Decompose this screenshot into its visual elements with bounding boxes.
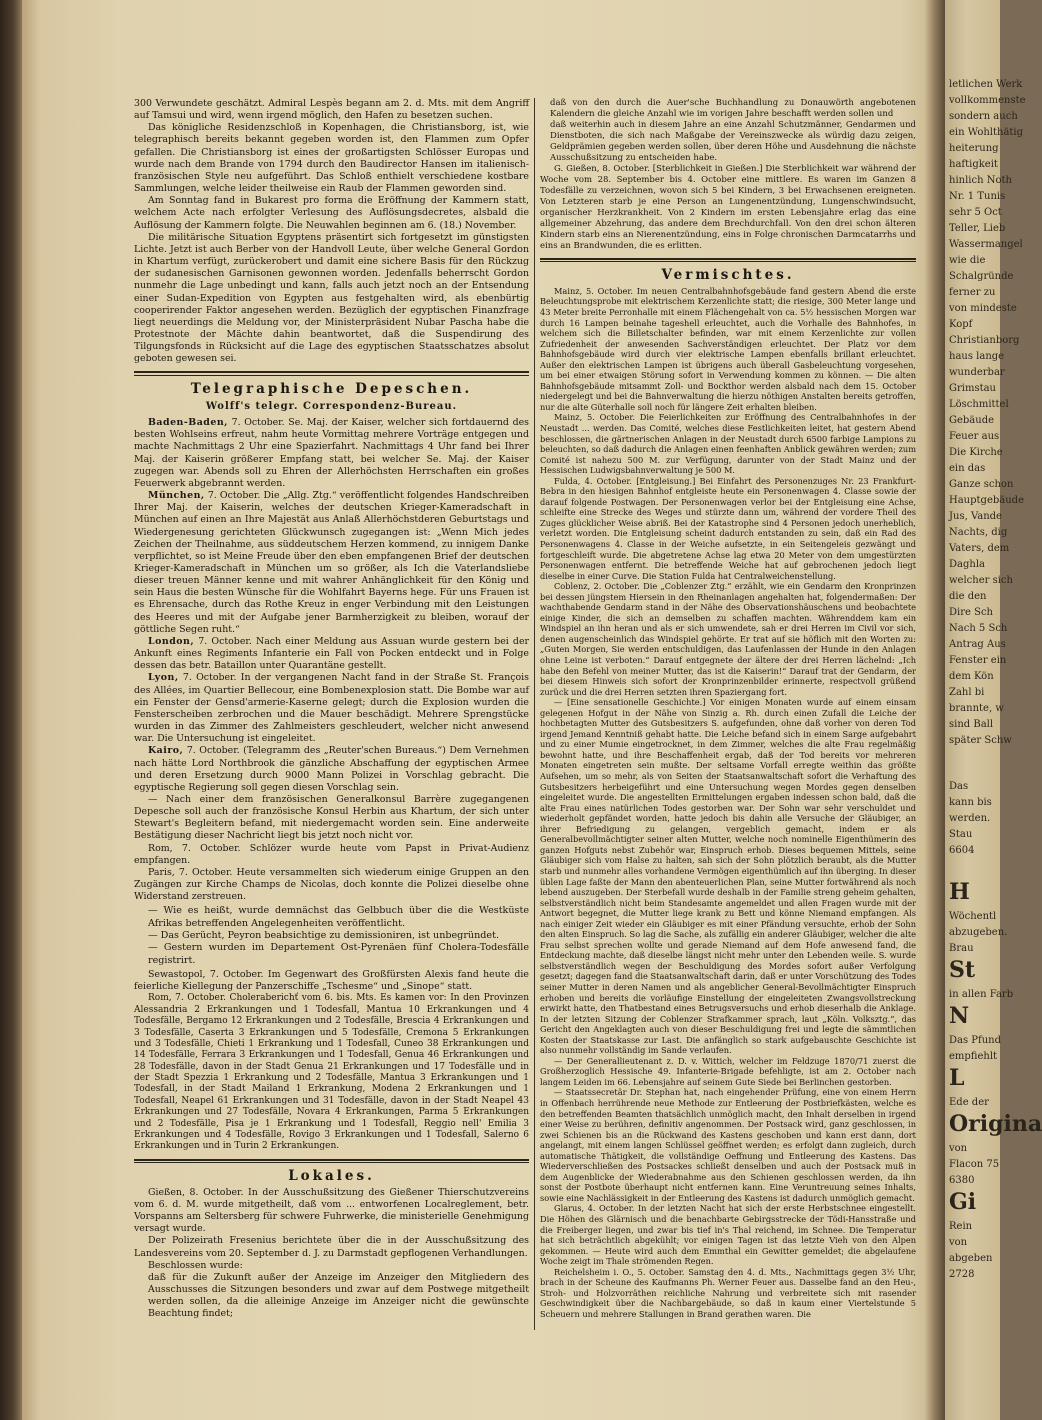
neighbor-page-fragment: Flacon 75 bbox=[949, 1159, 1000, 1170]
neighbor-page-fragment: sehr 5 Oct bbox=[949, 207, 1002, 218]
london-text: 7. October. Nach einer Meldung aus Assuan wurde gestern bei der Ankunft eines Regiments Infanterie ein Fall von Pocken entdeckt und in Folge dessen das betr. Bataillon unter Quarantäne gestellt. bbox=[134, 635, 529, 672]
neighbor-page-fragment: heiterung bbox=[949, 143, 999, 154]
neighbor-page-fragment: ferner zu bbox=[949, 287, 996, 298]
neighbor-page-fragment: Nachts, dig bbox=[949, 527, 1008, 538]
rom-audienz: Rom, 7. October. Schlözer wurde heute vom Papst in Privat-Audienz empfangen. bbox=[134, 842, 529, 866]
neighbor-page-fragment: Dire Sch bbox=[949, 607, 993, 618]
neighbor-page-fragment: Ede der bbox=[949, 1097, 989, 1108]
sewastopol-article: Sewastopol, 7. October. Im Gegenwart des Großfürsten Alexis fand heute die feierliche Kiellegung der Panzerschiffe „Tschesme“ und „Sinope“ statt. bbox=[134, 969, 529, 993]
giessen-sterblichkeit: G. Gießen, 8. October. [Sterblichkeit in Gießen.] Die Sterblichkeit war während der Woche vom 28. September bis 4. October eine mittlere. Es waren im Ganzen 8 Todesfälle zu verzeichnen, wovon sich 5 bei Kindern, 3 bei Erwachsenen ereigneten. Von Letzteren starb je eine Person an Lungenentzündung, Lungenschwindsucht, organischer Herzkrankheit. Von 2 Kindern im ersten Lebensjahre erlag das eine allgemeiner Abzehrung, das andere dem Brechdurchfall. Von den drei schon älteren Kindern starb eins an Nierenentzündung, eins in Folge chronischen Darmcatarrhs und eins an Brandwunden, die es erlitten. bbox=[540, 163, 916, 251]
kairo-text: 7. October. (Telegramm des „Reuter'schen Bureaus.“) Dem Vernehmen nach hätte Lord Northbrook die gänzliche Abschaffung der egyptischen Armee und deren Ersetzung durch 9000 Mann Polizei in Vorschlag gebracht. Die egyptische Regierung soll gegen diesen Vorschlag sein. bbox=[134, 745, 529, 793]
beschlossen-label: Beschlossen wurde: bbox=[148, 1259, 243, 1271]
neighbor-page-fragment: St bbox=[949, 957, 976, 983]
neighbor-page-fragment: dem Kön bbox=[949, 671, 994, 682]
neighbor-page-fragment: Nach 5 Sch bbox=[949, 623, 1008, 634]
neighbor-page-fragment: ein Wohlthätig bbox=[949, 127, 1024, 138]
neighbor-page-fragment: Das Pfund bbox=[949, 1035, 1002, 1046]
neighbor-page-fragment: vollkommenste bbox=[949, 95, 1026, 106]
neighbor-page-fragment: Nr. 1 Tunis bbox=[949, 191, 1006, 202]
neighbor-page-fragment: N bbox=[949, 1003, 970, 1029]
neighbor-page-fragment: Teller, Lieb bbox=[949, 223, 1006, 234]
baden-article bbox=[134, 417, 529, 490]
neighbor-page-fragment: von bbox=[949, 1237, 968, 1248]
neighbor-page-fragment: Fenster ein bbox=[949, 655, 1007, 666]
telegraph-subheading: Wolff's telegr. Correspondenz-Bureau. bbox=[205, 400, 458, 412]
neighbor-page-fragment: Gebäude bbox=[949, 415, 995, 426]
neighbor-page-fragment: Jus, Vande bbox=[949, 511, 1002, 522]
neighbor-page-fragment: Wassermangel bbox=[949, 239, 1023, 250]
neighbor-page-fragment: abgeben bbox=[949, 1253, 993, 1264]
neighbor-page-fragment: empfiehlt bbox=[949, 1051, 998, 1062]
neighbor-page-fragment: in allen Farb bbox=[949, 989, 1014, 1000]
neighbor-page-fragment: Kopf bbox=[949, 319, 973, 330]
neighbor-page-fragment: 2728 bbox=[949, 1269, 975, 1280]
neighbor-page-fragment: Feuer aus bbox=[949, 431, 1000, 442]
section-rule bbox=[134, 371, 529, 376]
rom-cholera-article: Rom, 7. October. Choleraberichť vom 6. bis. Mts. Es kamen vor: In den Provinzen Alessandria 2 Erkrankungen und 1 Todesfall, Mantua 10 Erkrankungen und 4 Todesfälle, Bergamo 12 Erkrankungen und 2 Todesfälle, Brescia 4 Erkrankungen und 3 Todesfälle, Caserta 3 Erkrankungen und 5 Todesfälle, Cremona 5 Erkrankungen und 3 Todesfälle, Chieti 1 Erkrankung und 1 Todesfall, Cuneo 38 Erkrankungen und 14 Todesfälle, Ferrara 3 Erkrankungen und 1 Todesfall, Genua 46 Erkrankungen und 28 Todesfälle, davon in der Stadt Genua 21 Erkrankungen und 17 Todesfälle und in der Stadt Spezzia 1 Erkrankung und 2 Todesfälle, Mantua 3 Erkrankungen und 1 Todesfall, in der Stadt Mailand 1 Erkrankung, Modena 2 Erkrankungen und 1 Todesfall, Neapel 61 Erkrankungen und 31 Todesfälle, davon in der Stadt Neapel 43 Erkrankungen und 27 Todesfälle, Novara 4 Erkrankungen, Parma 5 Erkrankungen und 2 Todesfälle, Pisa je 1 Erkrankung und 1 Todesfall, Reggio nell' Emilia 3 Erkrankungen und 4 Todesfälle, Rovigo 3 Erkrankungen und 1 Todesfall, Salerno 6 Erkrankungen und in Turin 2 Erkrankungen. bbox=[134, 993, 529, 1152]
neighbor-page-fragment: Antrag Aus bbox=[949, 639, 1006, 650]
sensation-article: — [Eine sensationelle Geschichte.] Vor einigen Monaten wurde auf einem einsam gelegenen Hofgut in der Nähe von Sinzig a. Rh. durch einen Zufall die Leiche der hochbetagten Mutter des Gutsbesitzers S. aufgefunden, ohne daß vorher von deren Tod irgend Jemand Kenntniß gehabt hatte. Die Leiche befand sich in einem Sarge aufgebahrt und zu einer Mumie eingetrocknet, in dem Zimmer, welches die alte Frau regelmäßig bewohnt hatte, und ihre Beschaffenheit ergab, daß der Tod bereits vor mehreren Monaten eingetreten sein mußte. Der seltsame Vorfall erregte weithin das größte Aufsehen, um so mehr, als von Seiten der Staatsanwaltschaft sofort die Verhaftung des Gutsbesitzers herbeigeführt und eine Untersuchung wegen Mordes gegen denselben eingeleitet wurde. Die angestellten Ermittelungen ergaben indessen schon bald, daß die alte Frau eines natürlichen Todes gestorben war. Der Sohn war sehr verschuldet und wiederholt gepfändet worden, hatte jedoch bis dahin alle Versuche der Gläubiger, an ihrer Befriedigung zu gelangen, vergeblich gemacht, indem er als Generalbevollmächtigter seiner alten Mutter, welche noch nominelle Eigenthümerin des ganzen Hofguts nebst Zubehör war, Einspruch erhob. Dieses bequemen Mittels, seine Gläubiger sich vom Halse zu halten, sah sich der Sohn plötzlich beraubt, als die Mutter starb und nunmehr alles vorhandene Vermögen eigenthümlich auf ihn überging. In dieser üblen Lage faßte der Mann den abenteuerlichen Plan, seine Mutter fortwährend als noch lebend auszugeben. Der Sterbefall wurde deshalb in der Familie streng geheim gehalten, selbstverständlich nicht beim Standesamte angemeldet und allen Fragen wurde mit der Antwort begegnet, die Mutter liege krank zu Bett und könne Niemand empfangen. Als nach einiger Zeit wieder ein Gläubiger es mit einer Pfändung versuchte, erhob der Sohn den alten Einspruch. So lag die Sache, als zufällig ein anderer Gläubiger, welcher die alte Frau selbst sprechen wollte und gerade Niemand auf dem Hofe anwesend fand, die Entdeckung machte, daß dieselbe längst nicht mehr unter den Lebenden weile. S. wurde selbstverständlich wegen der Beschuldigung des Mordes sofort außer Verfolgung gesetzt; dagegen fand die Staatsanwaltschaft darin, daß er unter Vorschützung des Todes seiner Mutter in deren Namen und als angeblicher General-Bevollmächtigter Einspruch erhoben und bereits die vorläufige Einstellung der eingeleiteten Zwangsvollstreckung erwirkt hatte, den Thatbestand eines Betrugsversuchs und erhob dieserhalb die Anklage. In der letzten Sitzung der Coblenzer Strafkammer sprach, laut „Köln. Volksztg.“, das Gericht den Angeklagten auch von dieser Beschuldigung frei und legte die sämmtlichen Kosten der Staatskasse zur Last. Die anfänglich so stark aufgebauschte Geschichte ist also nunmehr vollständig im Sande verlaufen. bbox=[540, 697, 916, 1056]
neighbor-page-fragment: Gi bbox=[949, 1189, 977, 1215]
neighbor-page-fragment: die den bbox=[949, 591, 987, 602]
lyon-dateline: Lyon, bbox=[148, 672, 179, 684]
neighbor-page-fragment: Brau bbox=[949, 943, 974, 954]
reichelsheim-article: Reichelsheim i. O., 5. October. Samstag den 4. d. Mts., Nachmittags gegen 3½ Uhr, brach in der Scheune des Kaufmanns Ph. Werner Feuer aus. Dasselbe fand an den Heu-, Stroh- und Holzvorräthen reichliche Nahrung und verbreitete sich mit rasender Geschwindigkeit über die Nachbargebäude, so daß in kaum einer Viertelstunde 5 Scheuern und mehrere Stallungen in Brand gerathen waren. Die bbox=[540, 1266, 916, 1319]
neighbor-page-fragment: Löschmittel bbox=[949, 399, 1009, 410]
lokales-article: Gießen, 8. October. In der Ausschußsitzung des Gießener Thierschutzvereins vom 6. d. M. wurde mitgetheilt, daß vom ... entworfenen Localreglement, betr. Vorspanns am Seltersberg für schwere Fuhrwerke, die ministerielle Genehmigung versagt wurde. bbox=[134, 1186, 529, 1235]
neighbor-page-fragment: 6604 bbox=[949, 845, 975, 856]
neighbor-page-fragment: H bbox=[949, 879, 970, 905]
neighbor-page-fragment: L bbox=[949, 1065, 965, 1091]
neighbor-page-fragment: Daghla bbox=[949, 559, 985, 570]
neighbor-page-fragment: Schalgründe bbox=[949, 271, 1014, 282]
muenchen-text: 7. October. Die „Allg. Ztg.“ veröffentlicht folgendes Handschreiben Ihrer Maj. der Kaiserin, welches der deutschen Krieger-Kameradschaft in München auf einen an Ihre Majestät aus Anlaß Allerhöchstderen Geburtstags und Wiedergenesung gerichteten Glückwunsch zugegangen ist: „Wenn Mich jedes Zeichen der Theilnahme, aus süddeutschem Herzen kommend, zu innigem Danke verpflichtet, so ist Meine Freude über den eben empfangenen Brief der deutschen Krieger-Kameradschaft in München um so größer, als Ich die Vaterlandsliebe dieser treuen Männer kenne und mit wahrer Anhänglichkeit für den König und sein Haus die besten Wünsche für die Wohlfahrt Bayerns hege. Für uns Frauen ist es Ehrensache, durch das Rothe Kreuz in enger Verbindung mit den Leistungen des Heeres und mit der Aufgabe jener Barmherzigkeit zu bleiben, worauf der göttliche Segen ruht.“ bbox=[134, 490, 529, 635]
neighbor-page-fragment: Christianborg bbox=[949, 335, 1020, 346]
left-column bbox=[134, 98, 529, 1320]
neighbor-page-fragment: sind Ball bbox=[949, 719, 994, 730]
wittich-article: — Der Generallieutenant z. D. v. Wittich, welcher im Feldzuge 1870/71 zuerst die Großherzoglich Hessische 49. Infanterie-Brigade befehligte, ist am 2. October nach langem Leiden im 66. Lebensjahre auf seinem Gute Siede bei Berlinchen gestorben. bbox=[540, 1055, 916, 1087]
page-gutter bbox=[925, 0, 945, 1420]
right-column bbox=[540, 98, 916, 1319]
neighbor-page-fragment: werden. bbox=[949, 813, 991, 824]
neighbor-page-fragment: ein das bbox=[949, 463, 986, 474]
neighbor-page-fragment: Ganze schon bbox=[949, 479, 1014, 490]
lokales-heading: Lokales. bbox=[288, 1168, 375, 1185]
paris-bullets bbox=[134, 905, 529, 967]
lyon-article bbox=[134, 672, 529, 745]
kairo-dateline: Kairo, bbox=[148, 745, 184, 757]
section-rule bbox=[134, 1159, 529, 1164]
kairo-article bbox=[134, 745, 529, 794]
glarus-article: Glarus, 4. October. In der letzten Nacht hat sich der erste Herbstschnee eingestellt. Die Höhen des Glärnisch und die benachbarte Gebirgsstrecke der Tödi-Hansstraße und die Freiberger liegen, und zwar bis tief in's Thal reichend, im Schnee. Die Temperatur hat sich beträchtlich abgekühlt; vor einigen Tagen ist das letzte Vieh von den Alpen gekommen. — Heute wird auch dem Emmthal ein Gewitter gemeldet; die abgelaufene Woche zeigt im Thale strömenden Regen. bbox=[540, 1203, 916, 1267]
neighbor-page-fragment: letlichen Werk bbox=[949, 79, 1023, 90]
neighbor-page-fragment: Origina bbox=[949, 1111, 1042, 1137]
neighbor-page-edge bbox=[945, 0, 1042, 1420]
column-divider bbox=[534, 98, 535, 1330]
neighbor-page-fragment: hinlich Noth bbox=[949, 175, 1012, 186]
kalender-item: daß von den durch die Auer'sche Buchhandlung zu Donauwörth angebotenen Kalendern die gleiche Anzahl wie im vorigen Jahre beschafft werden sollen und bbox=[550, 98, 916, 119]
book-binding bbox=[0, 0, 22, 1420]
neighbor-page-fragment: abzugeben. bbox=[949, 927, 1008, 938]
london-article bbox=[134, 636, 529, 672]
intro-paragraph: 300 Verwundete geschätzt. Admiral Lespès begann am 2. d. Mts. mit dem Angriff auf Tamsui und wird, wenn irgend möglich, den Hafen zu besetzen suchen. bbox=[134, 98, 529, 122]
vermischtes-heading: Vermischtes. bbox=[661, 267, 795, 284]
praemien-item: daß weiterhin auch in diesem Jahre an eine Anzahl Schutzmänner, Gendarmen und Dienstboten, die sich nach Maßgabe der Vereinszwecke als würdig dazu zeigen, Geldprämien gegeben werden sollen, über deren Höhe und Ausdehnung die nächste Ausschußsitzung zu entscheiden habe. bbox=[550, 119, 916, 163]
baden-dateline: Baden-Baden, bbox=[148, 417, 228, 429]
section-rule bbox=[540, 258, 916, 263]
neighbor-page-fragment: wie die bbox=[949, 255, 986, 266]
neighbor-page-fragment: Zahl bi bbox=[949, 687, 985, 698]
mainz-bahnhof-article: Mainz, 5. October. Im neuen Centralbahnhofsgebäude fand gestern Abend die erste Beleuchtungsprobe mit elektrischem Kerzenlichte statt; die riesige, 300 Meter lange und 43 Meter breite Perronhalle mit einem Flächengehalt von ca. 5½ hessischen Morgen war durch 16 Lampen beinahe tageshell erleuchtet, auch die Vorhalle des Bahnhofes, in welchem sich die Billetschalter befinden, war mit einem Kerzenlichte zur vollen Zufriedenheit der anwesenden Sachverständigen erleuchtet. Der Platz vor dem Bahnhofsgebäude wird durch vier elektrische Lampen ebenfalls brillant erleuchtet. Außer den elektrischen Lampen ist übrigens auch überall Gasbeleuchtung vorgesehen, um bei einer etwaigen Störung sofort in Verwendung kommen zu können. — Die alten Bahnhofsgebäude mitsammt Zoll- und Bockthor werden alsbald nach dem 15. October niedergelegt und bei die Bahnverwaltung die hierzu nöthigen Anstalten bereits getroffen, nur die alte Güterhalle soll noch für längere Zeit erhalten bleiben. bbox=[540, 285, 916, 412]
neighbor-page-fragment: Die Kirche bbox=[949, 447, 1003, 458]
mainz-feier-article: Mainz, 5. October. Die Feierlichkeiten zur Eröffnung des Centralbahnhofes in der Neustadt ... werden. Das Comité, welches diese Festlichkeiten leitet, hat gestern Abend beschlossen, die gärtnerischen Anlagen in der Neustadt durch 6500 farbige Lampions zu beleuchten, so daß dadurch die Anlagen einen feenhaften Anblick gewähren werden; zum Comité ist nahezu 500 M. zur Verfügung, darunter von der Stadt Mainz und der Hessischen Ludwigsbahnverwaltung je 500 M. bbox=[540, 412, 916, 476]
briefkasten-article: — Staatssecretär Dr. Stephan hat, nach eingehender Prüfung, eine von einem Herrn in Offenbach herrührende neue Methode zur Entleerung der Postbriefkästen, welche es den betreffenden Beamten thatsächlich unmöglich macht, den Inhalt derselben in irgend einer Weise zu berühren, definitiv angenommen. Der Postsack wird, ganz geschlossen, in zwei Schienen bis an die Rückwand des Kastens geschoben und kann erst dann, dort angelangt, mit einem langen Schlüssel geöffnet werden; es erfolgt dann zugleich, durch automatische Thätigkeit, die vollständige Oeffnung und Entleerung des Kastens. Das Wiederverschließen des Postsackes schließt denselben und auch der Postsack muß in dem Augenblicke der Wiederabnahme aus den Schienen geschlossen werden, da ihn sonst der Postbote überhaupt nicht entfernen kann. Eine Veruntreuung seines Inhalts, sowie eine Nachlässigkeit in der Entleerung des Kastens ist dadurch unmöglich gemacht. bbox=[540, 1087, 916, 1203]
neighbor-page-fragment: sondern auch bbox=[949, 111, 1018, 122]
neighbor-page-fragment: Hauptgebäude bbox=[949, 495, 1024, 506]
bukarest-paragraph: Am Sonntag fand in Bukarest pro forma die Eröffnung der Kammern statt, welchem Acte nach erfolgter Verlesung des Auflösungsdecretes, alsbald die Auflösung der Kammern folgte. Die Neuwahlen beginnen am 6. (18.) November. bbox=[134, 195, 529, 231]
neighbor-page-fragment: Stau bbox=[949, 829, 973, 840]
neighbor-page-fragment: Grimstau bbox=[949, 383, 997, 394]
neighbor-page-fragment: wunderbar bbox=[949, 367, 1005, 378]
bullet-item: — Gestern wurden im Departement Ost-Pyrenäen fünf Cholera-Todesfälle registrirt. bbox=[148, 942, 529, 966]
london-dateline: London, bbox=[148, 635, 195, 647]
muenchen-dateline: München, bbox=[148, 490, 205, 502]
neighbor-page-fragment: haus lange bbox=[949, 351, 1005, 362]
neighbor-page-fragment: haftigkeit bbox=[949, 159, 998, 170]
neighbor-page-fragment: 6380 bbox=[949, 1175, 975, 1186]
neighbor-page-fragment: später Schw bbox=[949, 735, 1012, 746]
beschlossen-item: daß für die Zukunft außer der Anzeige im Anzeiger den Mitgliedern des Ausschusses die Sitzungen besonders und zwar auf dem Postwege mitgetheilt werden sollen, da die alleinige Anzeige im Anzeiger nicht die gewünschte Beachtung findet; bbox=[148, 1271, 529, 1320]
neighbor-page-fragment: kann bis bbox=[949, 797, 992, 808]
neighbor-page-fragment: Rein bbox=[949, 1221, 973, 1232]
bullet-item: — Das Gerücht, Peyron beabsichtige zu demissioniren, ist unbegründet. bbox=[148, 930, 499, 942]
telegraph-heading: Telegraphische Depeschen. bbox=[190, 380, 473, 397]
neighbor-page-fragment: Wöchentl bbox=[949, 911, 997, 922]
lokales-fresenius: Der Polizeirath Fresenius berichtete über die in der Ausschußsitzung des Landesvereins vom 20. September d. J. zu Darmstadt gepflogenen Verhandlungen. bbox=[134, 1235, 529, 1259]
paris-article: Paris, 7. October. Heute versammelten sich wiederum einige Gruppen an den Zugängen zur Kirche Champs de Nicolas, doch konnte die Polizei dieselbe ohne Widerstand zerstreuen. bbox=[134, 866, 529, 903]
egypten-paragraph: Die militärische Situation Egyptens präsentirt sich fortgesetzt im günstigsten Lichte. Jetzt ist auch Berber von der Handvoll Leute, über welche General Gordon in Khartum verfügt, zurückerobert und damit eine sichere Basis für den Rückzug der sudanesischen Garnisonen gewonnen worden. Jedenfalls beherrscht Gordon nunmehr die Lage unbedingt und kann, falls auch jetzt noch an der Entsendung einer Sudan-Expedition von Egypten aus festgehalten wird, als ebenbürtig cooperirender Faktor angesehen werden. Bezüglich der egyptischen Finanzfrage liegt neuerdings die Meldung vor, der Ministerpräsident Nubar Pascha habe die Protestnote der Mächte dahin beantwortet, daß die Suspendirung des Tilgungsfonds in Rücksicht auf die Lage des egyptischen Staatsschatzes absolut geboten gewesen sei. bbox=[134, 231, 529, 365]
baden-text: 7. October. Se. Maj. der Kaiser, welcher sich fortdauernd des besten Wohlseins erfreut, nahm heute Vormittag mehrere Vorträge entgegen und machte Nachmittags 2 Uhr eine Spazierfahrt. Nachmittags 4 Uhr fand bei Ihrer Maj. der Kaiserin größerer Empfang statt, bei welcher Se. Maj. der Kaiser zugegen war. Abends soll zu Ehren der Allerhöchsten Herrschaften ein großes Feuerwerk abgebrannt werden. bbox=[134, 417, 529, 489]
neighbor-page-fragment: von bbox=[949, 1143, 968, 1154]
lyon-text: 7. October. In der vergangenen Nacht fand in der Straße St. François des Allées, im Quartier Bellecour, eine Bombenexplosion statt. Die Bombe war auf ein Fenster der Gensd'armerie-Kaserne gelegt; durch die Explosion wurden die Fensterscheiben zerbrochen und die Mauer beschädigt. Mehrere Sprengstücke wurden in das Zimmer des Zahlmeisters geschleudert, welcher nicht anwesend war. Die Untersuchung ist eingeleitet. bbox=[134, 672, 529, 745]
kairo-followup: — Nach einer dem französischen Generalkonsul Barrère zugegangenen Depesche soll auch der französische Konsul Herbin aus Khartum, der sich unter Stewart's Begleitern befand, mit niedergemacht worden sein. Eine anderweite Bestätigung dieser Nachricht liegt bis jetzt noch nicht vor. bbox=[134, 793, 529, 842]
neighbor-page-fragment: Das bbox=[949, 781, 969, 792]
neighbor-page-fragment: Vaters, dem bbox=[949, 543, 1010, 554]
fulda-article: Fulda, 4. October. [Entgleisung.] Bei Einfahrt des Personenzuges Nr. 23 Frankfurt-Bebra in den hiesigen Bahnhof entgleiste heute ein Personenwagen 4. Classe sowie der darauf folgende Postwagen. Der Personenwagen verlor bei der Entgleisung eine Achse, schleifte eine Strecke des Weges und stürzte dann um, während der vordere Theil des Zuges glücklicher Weise abriß. Bei der Katastrophe sind 4 Personen jedoch unerheblich, verletzt worden. Die Entgleisung scheint dadurch entstanden zu sein, daß ein Rad des Personenwagens 4. Classe in der Weiche aufsetzte, in ein Seitengeleis gezwängt und fortgeschleift wurde. Die abgetretene Achse lag etwa 20 Meter von dem umgestürzten Personenwagen entfernt. Die betreffende Weiche hat auf gebrochenen jedoch liegt dieselbe in einer Curve. Die Station Fulda hat Centralweichenstellung. bbox=[540, 475, 916, 581]
neighbor-page-fragment: welcher sich bbox=[949, 575, 1013, 586]
neighbor-page-fragment: brannte, w bbox=[949, 703, 1004, 714]
coblenz-article: Coblenz, 2. October. Die „Coblenzer Ztg.“ erzählt, wie ein Gendarm den Kronprinzen bei dessen jüngstem Hiersein in den Rheinanlagen angehalten hat, folgendermaßen: Der wachthabende Gendarm stand in der Nähe des Observationshäuschens und beobachtete einige Kinder, die sich an demselben zu schaffen machten. Währenddem kam ein Windspiel an ihn heran und als er sich umwendete, sah er drei Herren im Civil vor sich, denen augenscheinlich das Windspiel gehörte. Er trat auf sie höflich mit den Worten zu: „Guten Morgen, Sie werden entschuldigen, das Laufenlassen der Hunde in den Anlagen ohne Leine ist verboten.“ Darauf entgegnete der ältere der drei Herren lächelnd: „Ich habe den Befehl von meiner Mutter, das ist die Kaiserin!“ Darauf trat der Gendarm, der bei diesem Hinweis sich sofort der Kronprinzenbilder erinnerte, respectvoll grüßend zurück und die drei Herren setzten ihren Spaziergang fort. bbox=[540, 581, 916, 697]
kopenhagen-paragraph: Das königliche Residenzschloß in Kopenhagen, die Christiansborg, ist, wie telegraphisch bereits bekannt gegeben worden ist, den Flammen zum Opfer gefallen. Die Christiansborg ist eines der großartigsten Schlösser Europas und wurde nach dem Brande von 1794 durch den Baudirector Hansen im italienisch-französischen Style neu aufgeführt. Das Schloß enthielt verschiedene kostbare Sammlungen, welche leider theilweise ein Raub der Flammen geworden sind. bbox=[134, 122, 529, 195]
muenchen-article bbox=[134, 490, 529, 636]
bullet-item: — Wie es heißt, wurde demnächst das Gelbbuch über die die Westküste Afrikas betreffenden Angelegenheiten veröffentlicht. bbox=[148, 905, 529, 929]
neighbor-page-fragment: von mindeste bbox=[949, 303, 1017, 314]
